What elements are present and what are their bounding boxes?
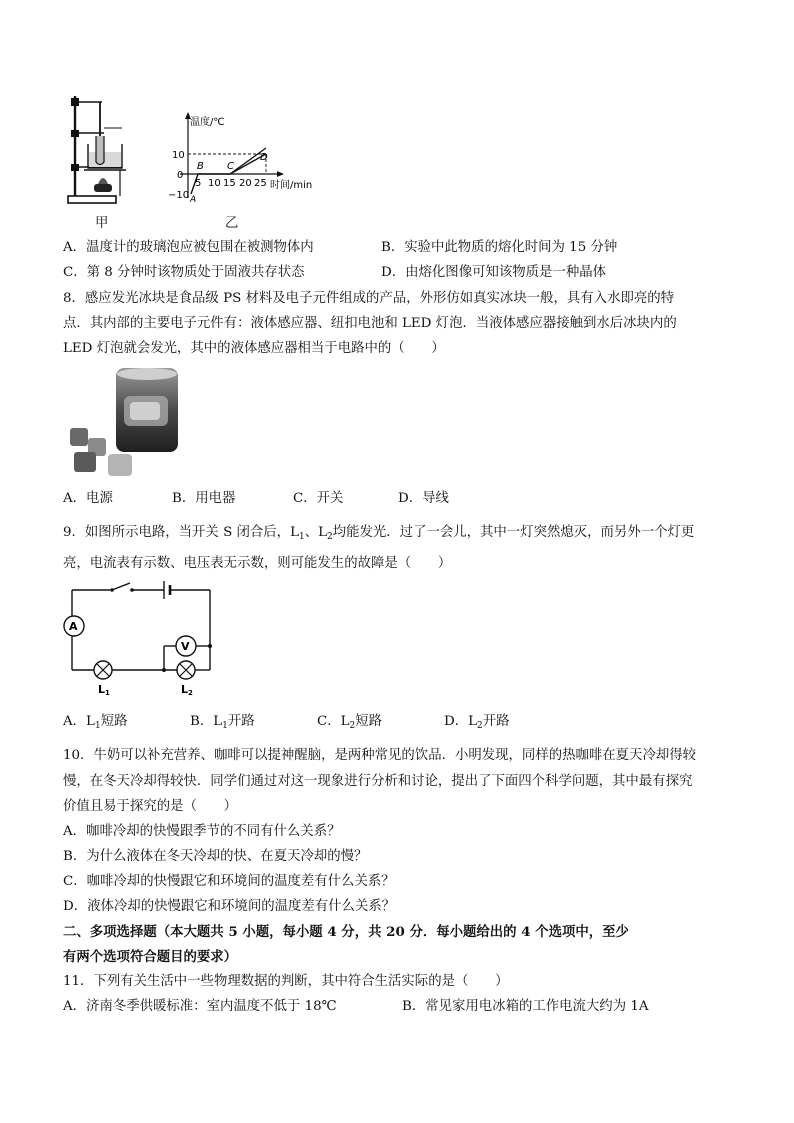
q10-option-a: A．咖啡冷却的快慢跟季节的不同有什么关系？ — [63, 824, 341, 839]
q9-option-a: A．$L_1$短路 — [63, 714, 128, 731]
q9-stem-line2: 亮，电流表有示数、电压表无示数，则可能发生的故障是（ ） — [63, 556, 452, 571]
graph-x-axis-label: 时间/min — [270, 180, 313, 191]
q7-option-c: C．第 8 分钟时该物质处于固液共存状态 — [63, 265, 305, 280]
q10-option-c: C．咖啡冷却的快慢跟它和环境间的温度差有什么关系？ — [63, 874, 395, 889]
q7-apparatus-figure — [60, 92, 160, 207]
q9-stem-line1: 9．如图所示电路，当开关 S 闭合后，$L_1$、$L_2$均能发光．过了一会儿，其中一灯突然熄灭，而另外一个灯更 — [63, 525, 695, 542]
q11-option-b: B．常见家用电冰箱的工作电流大约为 1A — [402, 999, 649, 1014]
q7-option-d: D．由熔化图像可知该物质是一种晶体 — [381, 265, 606, 280]
ammeter-label: A — [69, 620, 78, 633]
graph-point-d: D — [260, 152, 268, 163]
q9-option-d: D．$L_2$开路 — [444, 714, 510, 731]
q9-circuit-diagram — [60, 578, 220, 698]
lamp2-label: L2 — [181, 683, 193, 697]
q7-melting-graph — [168, 108, 318, 204]
fig-label-jia: 甲 — [95, 216, 109, 231]
q8-option-d: D．导线 — [398, 491, 449, 506]
section2-heading-line1: 二、多项选择题（本大题共 5 小题，每小题 4 分，共 20 分．每小题给出的 4 个选项中，至少 — [63, 924, 629, 940]
graph-y-axis-label: 温度/℃ — [190, 117, 225, 128]
graph-point-a: A — [190, 195, 197, 204]
q11-stem-line1: 11．下列有关生活中一些物理数据的判断，其中符合生活实际的是（ ） — [63, 974, 509, 989]
lamp1-label: L1 — [98, 683, 110, 697]
q9-option-c: C．$L_2$短路 — [317, 714, 383, 731]
q8-stem-line1: 8．感应发光冰块是食品级 PS 材料及电子元件组成的产品，外形仿如真实冰块一般，具有入水即亮的特 — [63, 291, 675, 306]
graph-x-tick-5: 5 — [195, 178, 202, 189]
q10-stem-line2: 慢，在冬天冷却得较快．同学们通过对这一现象进行分析和讨论，提出了下面四个科学问题，其中最有探究 — [63, 774, 693, 789]
graph-x-tick-15: 15 — [223, 178, 236, 189]
q7-option-b: B．实验中此物质的熔化时间为 15 分钟 — [381, 240, 618, 255]
graph-y-tick-0: 0 — [177, 170, 184, 181]
q9-option-b: B．$L_1$开路 — [190, 714, 255, 731]
graph-point-c: C — [227, 161, 234, 172]
graph-x-tick-25: 25 — [254, 178, 267, 189]
q10-stem-line1: 10．牛奶可以补充营养、咖啡可以提神醒脑，是两种常见的饮品．小明发现，同样的热咖啡在夏天冷却得较 — [63, 748, 697, 763]
q8-option-b: B．用电器 — [172, 491, 236, 506]
fig-label-yi: 乙 — [225, 216, 239, 231]
graph-point-b: B — [197, 161, 204, 172]
q10-option-b: B．为什么液体在冬天冷却的快、在夏天冷却的慢？ — [63, 849, 368, 864]
q8-stem-line3: LED 灯泡就会发光，其中的液体感应器相当于电路中的（ ） — [63, 341, 445, 356]
q11-option-a: A．济南冬季供暖标准：室内温度不低于 18℃ — [63, 999, 337, 1014]
q10-option-d: D．液体冷却的快慢跟它和环境间的温度差有什么关系？ — [63, 899, 396, 914]
q8-option-a: A．电源 — [63, 491, 113, 506]
q10-stem-line3: 价值且易于探究的是（ ） — [63, 799, 238, 814]
q8-stem-line2: 点．其内部的主要电子元件有：液体感应器、纽扣电池和 LED 灯泡．当液体感应器接触到水后冰块内的 — [63, 316, 677, 331]
q8-ice-cube-photo — [66, 366, 180, 480]
graph-x-tick-20: 20 — [239, 178, 252, 189]
voltmeter-label: V — [181, 640, 190, 653]
graph-y-tick-10: 10 — [172, 150, 185, 161]
graph-y-tick-neg10: −10 — [168, 190, 190, 201]
graph-x-tick-10: 10 — [208, 178, 221, 189]
q7-option-a: A．温度计的玻璃泡应被包围在被测物体内 — [63, 240, 314, 255]
q8-option-c: C．开关 — [293, 491, 344, 506]
section2-heading-line2: 有两个选项符合题目的要求） — [63, 949, 238, 965]
